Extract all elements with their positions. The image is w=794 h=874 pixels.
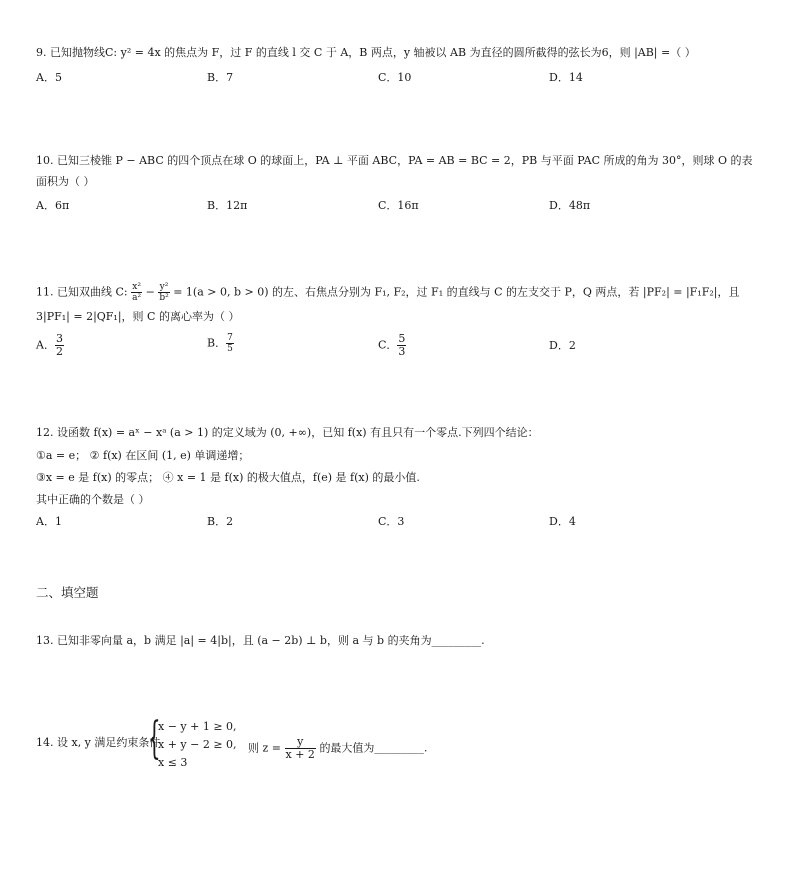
q9-option-b: B．7 bbox=[207, 71, 234, 84]
q10-option-d: D．48π bbox=[549, 199, 591, 212]
constraint-brace: { bbox=[148, 713, 161, 764]
constraint-row: x ≤ 3 bbox=[158, 756, 188, 769]
q11-option-b: B． $\frac{7}{5}$ bbox=[207, 333, 233, 354]
q11-option-c: C． $\frac{5}{3}$ bbox=[378, 332, 406, 358]
q12-option-c: C．3 bbox=[378, 515, 405, 528]
q11-frac-y: $\frac{\text{y²}}{\text{b²}}$ bbox=[159, 282, 169, 303]
q12-option-a: A．1 bbox=[36, 515, 62, 528]
constraint-system bbox=[158, 718, 237, 772]
question-9-text: 9. 已知抛物线C: y² = 4x 的焦点为 F，过 F 的直线 l 交 C 于 A，B 两点，y 轴被以 AB 为直径的圆所截得的弦长为6，则 |AB| =（ ） bbox=[36, 46, 696, 59]
q11-frac-x: $\frac{\text{x²}}{\text{a²}}$ bbox=[132, 282, 142, 303]
section-heading: 二、填空题 bbox=[36, 585, 99, 600]
constraint-row: x − y + 1 ≥ 0, bbox=[158, 720, 237, 733]
question-12-line4: 其中正确的个数是（ ） bbox=[36, 493, 150, 506]
question-14-prefix: 14. 设 x, y 满足约束条件 bbox=[36, 736, 161, 749]
question-11-line2: 3|PF₁| = 2|QF₁|，则 C 的离心率为（ ） bbox=[36, 310, 240, 323]
question-12-line1: 12. 设函数 f(x) = aˣ − xᵃ (a > 1) 的定义域为 (0, +∞)，已知 f(x) 有且只有一个零点.下列四个结论： bbox=[36, 426, 539, 439]
question-14-expression: 则 z = $\frac{y}{x + 2}$ 的最大值为_________. bbox=[248, 735, 428, 761]
q9-option-a: A．5 bbox=[36, 71, 62, 84]
q11-option-a: A． $\frac{3}{2}$ bbox=[36, 332, 63, 358]
q11-prefix: 11. 已知双曲线 C: bbox=[36, 285, 128, 299]
constraint-row: x + y − 2 ≥ 0, bbox=[158, 738, 237, 751]
q10-option-b: B．12π bbox=[207, 199, 248, 212]
question-13-text: 13. 已知非零向量 a，b 满足 |a| = 4|b|，且 (a − 2b) ⊥ b，则 a 与 b 的夹角为_________. bbox=[36, 634, 485, 647]
q9-option-d: D．14 bbox=[549, 71, 583, 84]
q11-option-d: D．2 bbox=[549, 339, 576, 352]
q10-option-c: C．16π bbox=[378, 199, 419, 212]
q11-suffix: = 1(a > 0, b > 0) 的左、右焦点分别为 F₁, F₂，过 F₁ 的直线与 C 的左支交于 P，Q 两点，若 |PF₂| = |F₁F₂|，且 bbox=[173, 285, 740, 299]
question-12-line2: ①a = e； ② f(x) 在区间 (1, e) 单调递增； bbox=[36, 449, 250, 462]
question-12-line3: ③x = e 是 f(x) 的零点； ④ x = 1 是 f(x) 的极大值点，f(e) 是 f(x) 的最小值. bbox=[36, 471, 420, 484]
q12-option-b: B．2 bbox=[207, 515, 234, 528]
q10-option-a: A．6π bbox=[36, 199, 70, 212]
q14-fraction: $\frac{y}{x + 2}$ bbox=[285, 735, 315, 761]
question-10-line1: 10. 已知三棱锥 P − ABC 的四个顶点在球 O 的球面上，PA ⊥ 平面 ABC，PA = AB = BC = 2，PB 与平面 PAC 所成的角为 30°，则球 O 的表 bbox=[36, 154, 753, 167]
q9-option-c: C．10 bbox=[378, 71, 412, 84]
q12-option-d: D．4 bbox=[549, 515, 576, 528]
question-10-line2: 面积为（ ） bbox=[36, 175, 95, 188]
question-11-line1: 11. 已知双曲线 C: $\frac{\text{x²}}{\text{a²}}$ − $\frac{\text{y²}}{\text{b²}}$ = 1(a > 0, b > 0) 的左、右焦点分别为 F₁, F₂，过 F₁ 的直线与 C 的左支交于 P，Q 两点，若 |PF₂| = |F₁F₂|，且 bbox=[36, 282, 740, 303]
